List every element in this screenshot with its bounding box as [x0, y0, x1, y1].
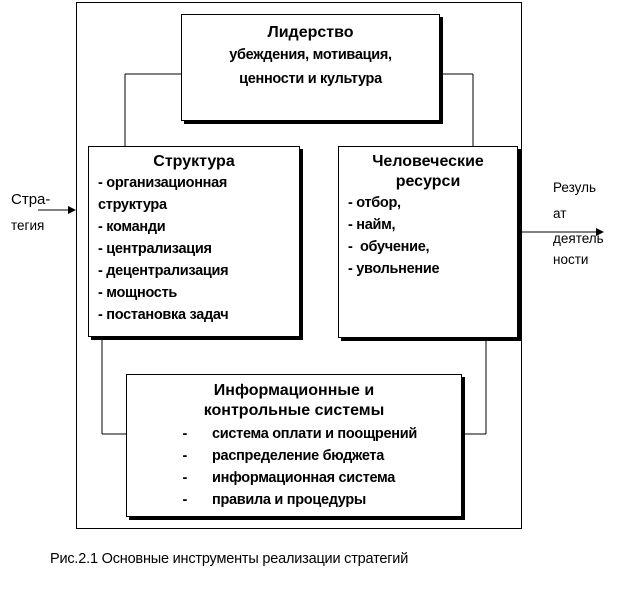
info-item-bullet: -	[182, 426, 187, 442]
result-label-line2: ат	[553, 206, 567, 221]
strategy-label	[11, 190, 50, 236]
human-resources-box	[338, 146, 518, 338]
info-item-text: информационная система	[212, 470, 396, 486]
info-systems-box	[126, 374, 462, 517]
strategy-label-line2: тегия	[11, 218, 45, 233]
info-item-bullet: -	[182, 448, 187, 464]
structure-line-7: - постановка задач	[98, 307, 229, 323]
hr-title-line1: Человеческие	[372, 153, 484, 170]
result-label-line1: Резуль	[553, 180, 597, 195]
info-item	[127, 423, 461, 445]
info-item-bullet: -	[182, 470, 187, 486]
info-items-list	[127, 423, 461, 511]
structure-line-2: структура	[98, 197, 167, 213]
structure-line-4: - централизация	[98, 241, 212, 257]
structure-box	[88, 146, 300, 337]
result-label-line4: ности	[553, 252, 589, 267]
structure-line-6: - мощность	[98, 285, 177, 301]
leadership-line-2: ценности и культура	[239, 71, 382, 87]
result-label-line3: деятель	[553, 231, 604, 246]
info-item	[127, 467, 461, 489]
structure-line-1: - организационная	[98, 175, 228, 191]
info-title-line2: контрольные системы	[203, 402, 385, 419]
strategy-arrowhead	[68, 206, 76, 214]
structure-line-3: - команди	[98, 219, 166, 235]
hr-line-1: - отбор,	[348, 195, 401, 211]
hr-title-line2: ресурси	[395, 173, 461, 190]
info-item-text: система оплати и поощрений	[212, 426, 417, 442]
leadership-title: Лидерство	[267, 24, 354, 41]
leadership-line-1: убеждения, мотивация,	[229, 47, 392, 63]
figure-caption: Рис.2.1 Основные инструменты реализации стратегий	[50, 551, 409, 567]
leadership-box	[181, 14, 440, 121]
hr-line-4: - увольнение	[348, 261, 440, 277]
result-label	[553, 175, 604, 268]
structure-title: Структура	[153, 153, 235, 170]
structure-line-5: - децентрализация	[98, 263, 229, 279]
info-title-line1: Информационные и	[213, 382, 375, 399]
hr-line-2: - найм,	[348, 217, 396, 233]
info-item	[127, 445, 461, 467]
info-item-text: правила и процедуры	[212, 492, 366, 508]
info-item-bullet: -	[182, 492, 187, 508]
strategy-label-line1: Стра-	[11, 191, 51, 208]
hr-line-3: - обучение,	[348, 239, 430, 255]
info-item	[127, 489, 461, 511]
info-item-text: распределение бюджета	[212, 448, 384, 464]
